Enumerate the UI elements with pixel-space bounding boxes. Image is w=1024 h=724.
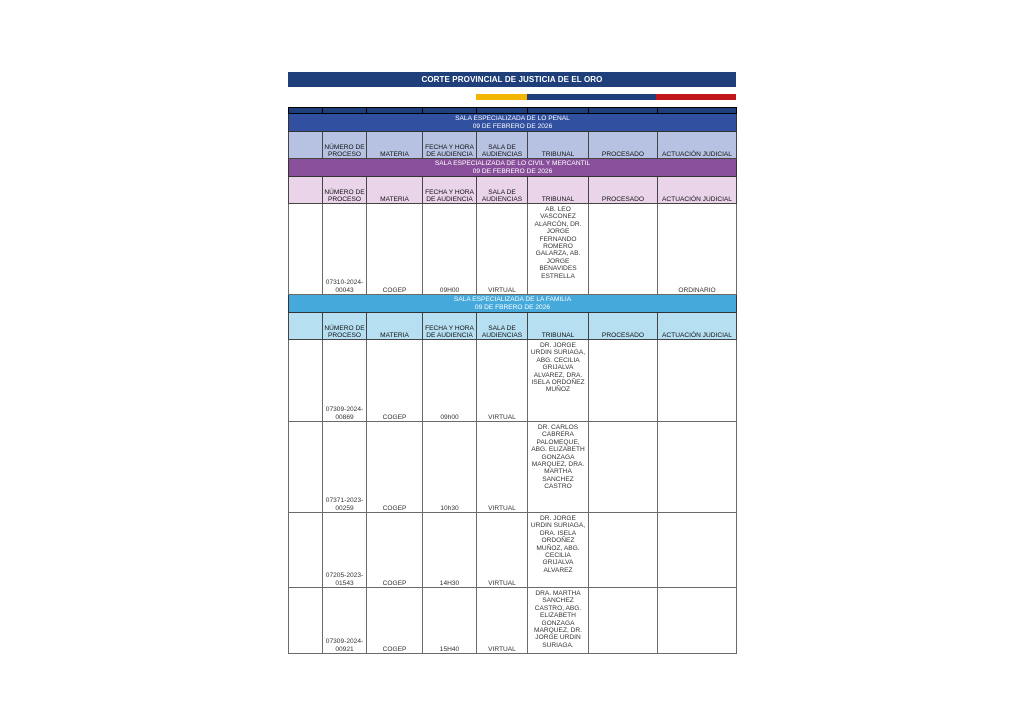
- actuacion: [658, 340, 737, 422]
- hearing-time: 14H30: [423, 513, 477, 588]
- hearing-time: 09H00: [423, 204, 477, 295]
- materia: COGEP: [367, 588, 423, 654]
- section-name: SALA ESPECIALIZADA DE LA FAMILIA: [453, 295, 572, 303]
- process-number: 07309-2024-00869: [323, 340, 367, 422]
- tribunal: AB. LEO VASCONEZ ALARCÓN, DR. JORGE FERNANDO ROMERO GALARZA, AB. JORGE BENAVIDES ESTRELLA: [528, 204, 589, 295]
- section-date: 09 DE FEBRERO DE 2026: [472, 122, 553, 130]
- materia: COGEP: [367, 340, 423, 422]
- flag-stripe-blue: [527, 94, 656, 100]
- tribunal: DR. JORGE URDIN SURIAGA, DRA. ISELA ORDOÑEZ MUÑOZ, ABG. CECILIA GRIJALVA ALVAREZ: [528, 513, 589, 588]
- actuacion: [658, 513, 737, 588]
- col-actuacion: ACTUACIÓN JUDICIAL: [658, 132, 737, 159]
- hearing-room: VIRTUAL: [477, 588, 528, 654]
- table-row: [289, 340, 737, 422]
- hearing-room: VIRTUAL: [477, 513, 528, 588]
- process-number: 07205-2023-01543: [323, 513, 367, 588]
- flag-stripe-red: [656, 94, 736, 100]
- spacer-cell: [289, 204, 323, 295]
- spacer-cell: [289, 132, 323, 159]
- col-tribunal: TRIBUNAL: [528, 177, 589, 204]
- col-fecha: FECHA Y HORA DE AUDIENCIA: [423, 132, 477, 159]
- section-name: SALA ESPECIALIZADA DE LO PENAL: [455, 114, 570, 122]
- col-tribunal: TRIBUNAL: [528, 132, 589, 159]
- tribunal: DRA. MARTHA SANCHEZ CASTRO, ABG. ELIZABETH GONZAGA MARQUEZ, DR. JORGE URDIN SURIAGA.: [528, 588, 589, 654]
- procesado: [589, 422, 658, 513]
- materia: COGEP: [367, 513, 423, 588]
- procesado: [589, 588, 658, 654]
- hearings-table: [288, 107, 737, 654]
- civil-section-title: [289, 159, 737, 177]
- section-date: 09 DE FBRERO DE 2026: [474, 303, 551, 311]
- spacer-cell: [289, 313, 323, 340]
- table-row: [289, 513, 737, 588]
- col-sala: SALA DE AUDIENCIAS: [477, 177, 528, 204]
- civil-section-header: [289, 159, 737, 177]
- penal-column-headers: [289, 132, 737, 159]
- actuacion: [658, 422, 737, 513]
- familia-column-headers: [289, 313, 737, 340]
- spacer-cell: [289, 588, 323, 654]
- col-sala: SALA DE AUDIENCIAS: [477, 132, 528, 159]
- col-procesado: PROCESADO: [589, 313, 658, 340]
- penal-section-title: [289, 114, 737, 132]
- familia-section-header: [289, 295, 737, 313]
- hearing-time: 15H40: [423, 588, 477, 654]
- hearing-room: VIRTUAL: [477, 422, 528, 513]
- table-row: [289, 588, 737, 654]
- materia: COGEP: [367, 204, 423, 295]
- process-number: 07310-2024-00043: [323, 204, 367, 295]
- col-materia: MATERIA: [367, 132, 423, 159]
- process-number: 07309-2024-00921: [323, 588, 367, 654]
- hearing-room: VIRTUAL: [477, 340, 528, 422]
- hearing-time: 09h00: [423, 340, 477, 422]
- flag-stripe-yellow: [476, 94, 527, 100]
- document-sheet: [288, 72, 736, 87]
- col-numero: NÚMERO DE PROCESO: [323, 132, 367, 159]
- actuacion: ORDINARIO: [658, 204, 737, 295]
- section-name: SALA ESPECIALIZADA DE LO CIVIL Y MERCANTIL: [434, 159, 591, 167]
- civil-column-headers: [289, 177, 737, 204]
- tribunal: DR. CARLOS CABRERA PALOMEQUE, ABG. ELIZABETH GONZAGA MARQUEZ, DRA. MARTHA SANCHEZ CASTRO: [528, 422, 589, 513]
- spacer-cell: [289, 513, 323, 588]
- table-row: [289, 204, 737, 295]
- hearing-room: VIRTUAL: [477, 204, 528, 295]
- penal-section-header: [289, 114, 737, 132]
- col-procesado: PROCESADO: [589, 132, 658, 159]
- spacer-cell: [289, 177, 323, 204]
- section-date: 09 DE FEBRERO DE 2026: [472, 167, 553, 175]
- col-numero: NÚMERO DE PROCESO: [323, 313, 367, 340]
- col-fecha: FECHA Y HORA DE AUDIENCIA: [423, 313, 477, 340]
- tribunal: DR. JORGE URDIN SURIAGA, ABG. CECILIA GRIJALVA ALVAREZ, DRA. ISELA ORDOÑEZ MUÑOZ: [528, 340, 589, 422]
- page-title: CORTE PROVINCIAL DE JUSTICIA DE EL ORO: [288, 72, 736, 87]
- table-row: [289, 422, 737, 513]
- familia-section-title: [289, 295, 737, 313]
- spacer-cell: [289, 340, 323, 422]
- procesado: [589, 340, 658, 422]
- materia: COGEP: [367, 422, 423, 513]
- col-tribunal: TRIBUNAL: [528, 313, 589, 340]
- hearing-time: 10h30: [423, 422, 477, 513]
- col-actuacion: ACTUACIÓN JUDICIAL: [658, 177, 737, 204]
- col-sala: SALA DE AUDIENCIAS: [477, 313, 528, 340]
- col-materia: MATERIA: [367, 177, 423, 204]
- col-fecha: FECHA Y HORA DE AUDIENCIA: [423, 177, 477, 204]
- spacer-cell: [289, 422, 323, 513]
- procesado: [589, 204, 658, 295]
- col-actuacion: ACTUACIÓN JUDICIAL: [658, 313, 737, 340]
- col-numero: NÚMERO DE PROCESO: [323, 177, 367, 204]
- procesado: [589, 513, 658, 588]
- col-procesado: PROCESADO: [589, 177, 658, 204]
- actuacion: [658, 588, 737, 654]
- col-materia: MATERIA: [367, 313, 423, 340]
- process-number: 07371-2023-00259: [323, 422, 367, 513]
